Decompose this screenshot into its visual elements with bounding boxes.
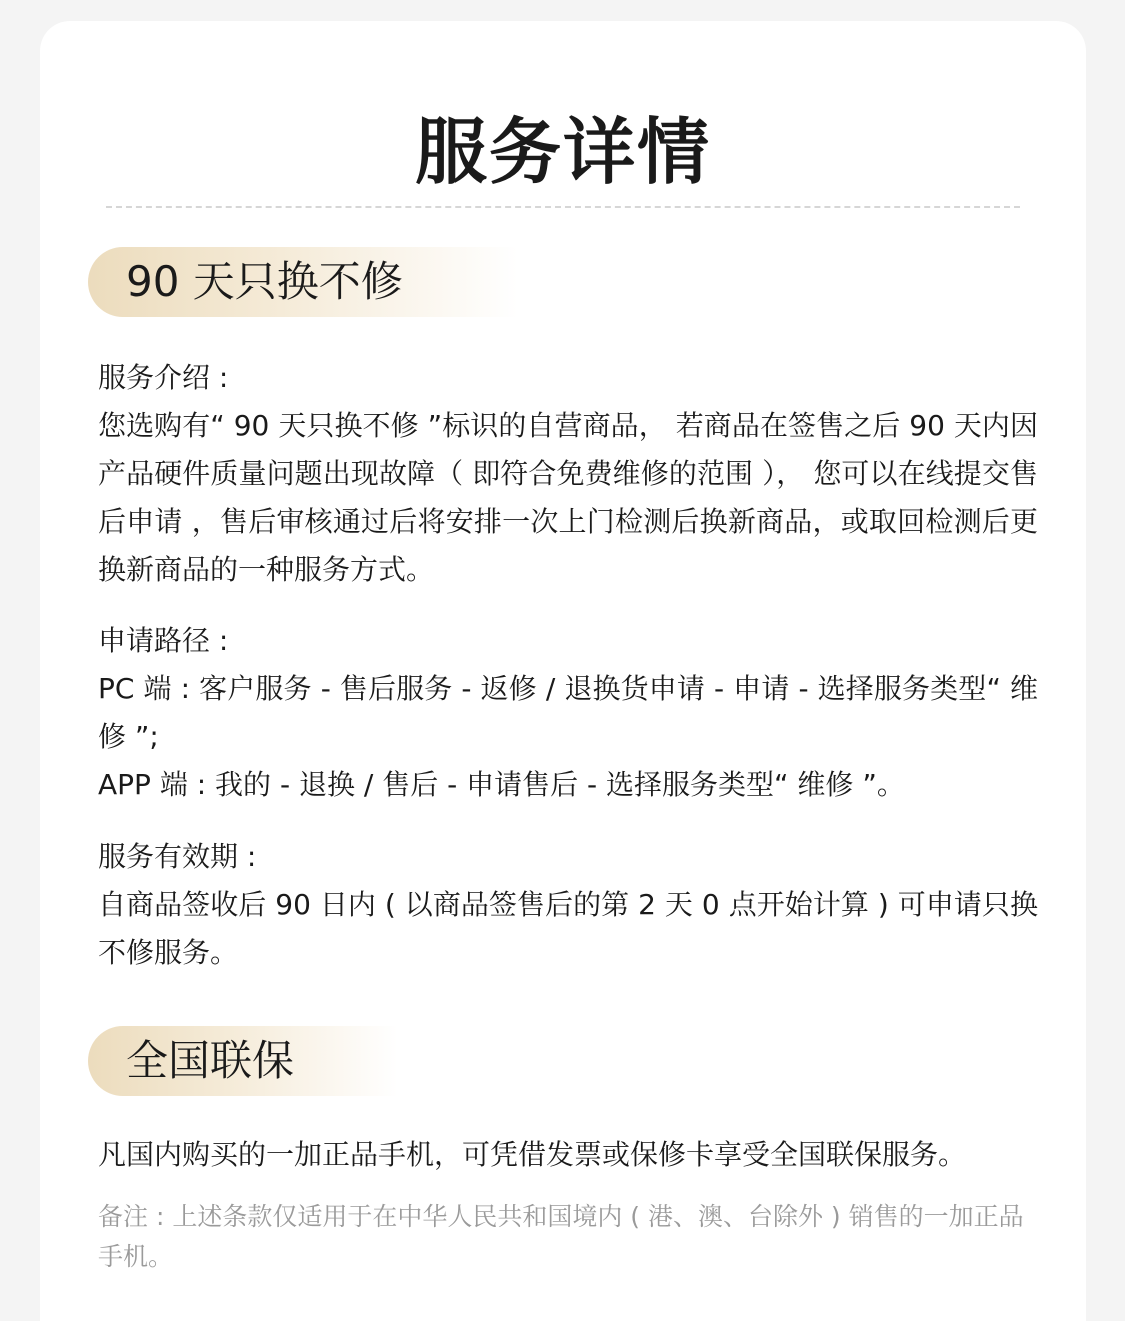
dashed-divider: [106, 206, 1020, 208]
application-path-pc: PC 端 : 客户服务 - 售后服务 - 返修 / 退换货申请 - 申请 - 选择服务类型“ 维修 ”;: [98, 672, 1038, 753]
service-intro: [98, 354, 1038, 594]
warranty-note: 备注 : 上述条款仅适用于在中华人民共和国境内 ( 港、澳、台除外 ) 销售的一加正品手机。: [98, 1202, 1024, 1271]
application-path-app: APP 端 : 我的 - 退换 / 售后 - 申请售后 - 选择服务类型“ 维修 ”。: [98, 768, 905, 801]
national-warranty: [98, 1131, 1038, 1179]
section-heading-label: 90 天只换不修: [126, 257, 403, 306]
service-validity-text: 自商品签收后 90 日内 ( 以商品签售后的第 2 天 0 点开始计算 ) 可申请只换不修服务。: [98, 888, 1038, 969]
service-validity: [98, 833, 1038, 977]
section-heading-national-warranty: [88, 1026, 398, 1096]
national-warranty-text: 凡国内购买的一加正品手机，可凭借发票或保修卡享受全国联保服务。: [98, 1138, 967, 1171]
service-intro-text: 您选购有“ 90 天只换不修 ”标识的自营商品， 若商品在签售之后 90 天内因产品硬件质量问题出现故障（ 即符合免费维修的范围 ）， 您可以在线提交售后申请 ，售后审核通过后将安排一次上门检测后换新商品，或取回检测后更换新商品的一种服务方式。: [98, 409, 1038, 586]
application-path: [98, 617, 1038, 809]
section-heading-90-day-replacement: [88, 247, 518, 317]
page-title: 服务详情: [414, 110, 711, 194]
service-validity-label: 服务有效期 :: [98, 840, 257, 873]
service-intro-label: 服务介绍 :: [98, 361, 229, 394]
application-path-label: 申请路径 :: [98, 624, 229, 657]
section-heading-label: 全国联保: [126, 1036, 295, 1085]
service-details-card: [40, 21, 1086, 1321]
